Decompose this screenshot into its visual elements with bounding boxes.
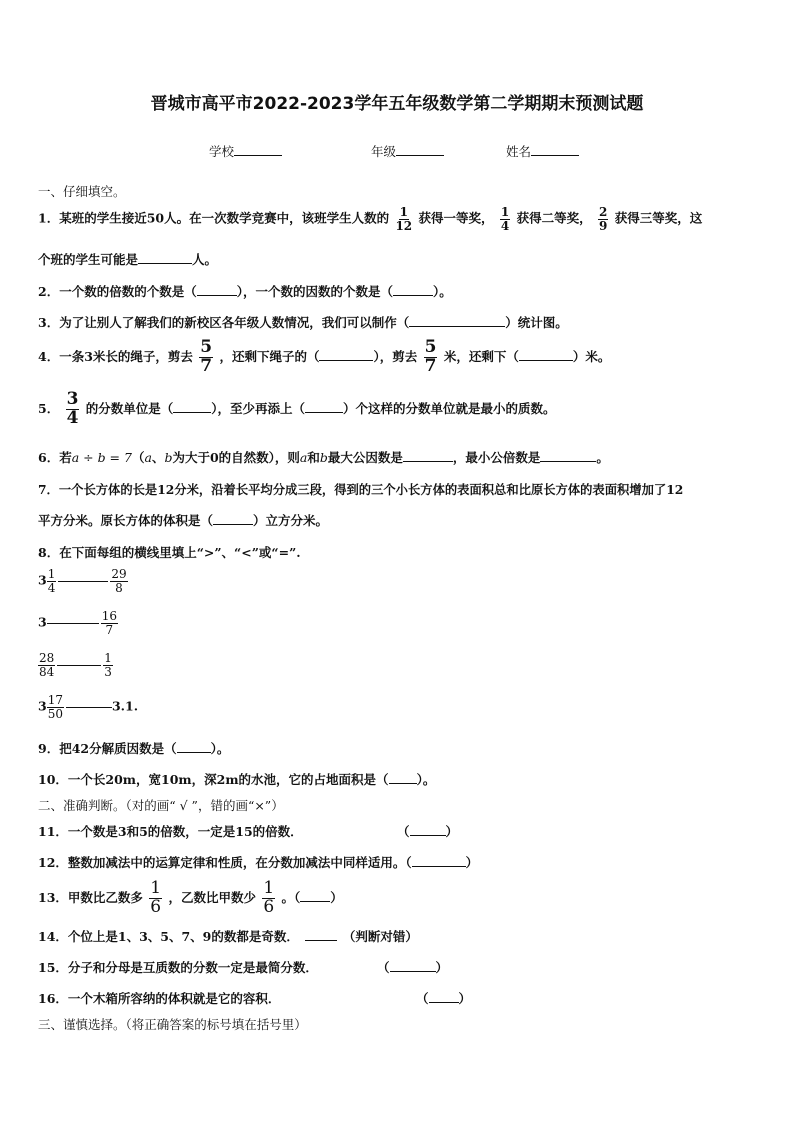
q5-text-b: 的分数单位是（: [85, 400, 174, 416]
q7-text-c: ）立方分米。: [253, 513, 329, 528]
frac-num: 28: [39, 651, 55, 665]
frac-num: 1: [500, 205, 510, 219]
q8-r1-right-frac: [110, 568, 127, 594]
q2-blank-2[interactable]: [393, 283, 433, 296]
frac-den: 4: [47, 580, 56, 595]
frac-den: 12: [395, 218, 413, 233]
q1-text-f: 人。: [192, 252, 218, 267]
frac-num: 3: [66, 389, 79, 409]
question-10: [38, 770, 435, 788]
q1-text-b: 获得一等奖，: [418, 210, 494, 226]
question-16: [38, 989, 280, 1007]
frac-num: 2: [598, 205, 608, 219]
frac-num: 17: [47, 693, 63, 707]
q1-text-a: 1．某班的学生接近50人。在一次数学竞赛中，该班学生人数的: [38, 210, 390, 226]
q8-row-2: [38, 610, 120, 636]
grade-field: [371, 142, 444, 160]
q1-text-d: 获得三等奖，这: [614, 210, 703, 226]
frac-num: 1: [47, 567, 56, 581]
paren-open: （: [397, 824, 410, 839]
question-7-line-2: [38, 511, 328, 529]
school-field: [209, 142, 282, 160]
q8-r4-whole: 3: [38, 698, 47, 714]
q6-text-d: 为大于0的自然数），则: [172, 450, 300, 465]
q6-blank-gcd[interactable]: [403, 449, 453, 462]
q6-var-a-2: a: [299, 450, 308, 465]
q5-text-a: 5．: [38, 400, 60, 416]
name-field: [506, 142, 579, 160]
frac-num: 1: [150, 878, 162, 898]
grade-blank[interactable]: [396, 143, 444, 156]
q6-text-g: ，最小公倍数是: [452, 450, 541, 465]
question-2: [38, 282, 452, 300]
q15-answer: [377, 958, 448, 976]
q8-r3-blank[interactable]: [57, 665, 101, 666]
q2-text-a: 2．一个数的倍数的个数是（: [38, 284, 197, 299]
q8-r2-left: 3: [38, 614, 47, 630]
question-12: [38, 853, 478, 871]
q10-blank[interactable]: [389, 771, 417, 784]
q13-text-d: ）: [330, 889, 343, 905]
section-2-heading: 二、准确判断。（对的画“ √ ”，错的画“×”）: [38, 798, 284, 813]
question-11: [38, 822, 303, 840]
question-4: [38, 339, 610, 376]
paren-close: ）: [445, 824, 459, 839]
frac-den: 9: [598, 218, 608, 233]
q6-text-h: 。: [596, 450, 609, 465]
question-7-line-1: 7．一个长方体的长是12分米，沿着长平均分成三段，得到的三个小长方体的表面积总和比原长方体的表面积增加了12: [38, 482, 684, 497]
q5-blank-1[interactable]: [173, 400, 211, 413]
frac-num: 1: [104, 651, 112, 665]
q6-var-a: a: [144, 450, 152, 465]
q13-fraction-2: [262, 880, 275, 917]
q6-text-f: 最大公因数是: [327, 450, 403, 465]
q8-r2-right-frac: [101, 610, 118, 636]
q8-r1-left-frac: [47, 568, 57, 594]
frac-num: 29: [111, 567, 127, 581]
q12-text-a: 12．整数加减法中的运算定律和性质，在分数加减法中同样适用。（: [38, 855, 412, 870]
q8-r4-left-frac: [47, 694, 64, 720]
q14-blank[interactable]: [305, 928, 337, 941]
q16-text-a: 16．一个木箱所容纳的体积就是它的容积．: [38, 991, 281, 1006]
name-label: 姓名: [506, 144, 532, 159]
q13-blank[interactable]: [300, 889, 330, 902]
question-9: [38, 739, 229, 757]
section-3-heading: 三、谨慎选择。（将正确答案的标号填在括号里）: [38, 1017, 307, 1032]
q2-text-c: ）。: [432, 284, 452, 299]
q8-row-1: [38, 568, 130, 594]
q13-fraction-1: [149, 880, 162, 917]
frac-den: 3: [104, 664, 112, 679]
q8-r2-blank[interactable]: [47, 623, 99, 624]
q10-text-a: 10．一个长20m，宽10m，深2m的水池，它的占地面积是（: [38, 772, 389, 787]
q14-text-a: 14．个位上是1、3、5、7、9的数都是奇数．: [38, 929, 299, 944]
grade-label: 年级: [371, 144, 397, 159]
frac-den: 50: [47, 706, 63, 721]
q3-text-a: 3．为了让别人了解我们的新校区各年级人数情况，我们可以制作（: [38, 315, 410, 330]
q5-text-c: ），至少再添上（: [211, 400, 306, 416]
question-1-line-2: [38, 250, 217, 268]
q2-text-b: ），一个数的因数的个数是（: [236, 284, 393, 299]
q7-blank[interactable]: [213, 512, 253, 525]
q8-r1-blank[interactable]: [58, 581, 108, 582]
frac-num: 5: [200, 337, 213, 357]
frac-den: 8: [115, 580, 123, 595]
q6-var-b: b: [164, 450, 173, 465]
question-5: [38, 391, 556, 428]
fraction-5-7: [199, 339, 213, 376]
frac-num: 16: [101, 609, 117, 623]
q6-text-b: （: [131, 450, 145, 465]
school-label: 学校: [209, 144, 235, 159]
q9-text-b: ）。: [210, 741, 230, 756]
q10-text-b: ）。: [416, 772, 436, 787]
q12-blank[interactable]: [412, 854, 466, 867]
question-8-intro: 8．在下面每组的横线里填上“>”、“<”或“=”.: [38, 545, 301, 560]
q15-blank[interactable]: [390, 959, 436, 972]
frac-num: 1: [263, 878, 275, 898]
q3-blank[interactable]: [409, 314, 505, 327]
page-title: 晋城市高平市2022-2023学年五年级数学第二学期期末预测试题: [150, 94, 644, 114]
paren-close: ）: [458, 991, 472, 1006]
school-blank[interactable]: [234, 143, 282, 156]
name-blank[interactable]: [531, 143, 579, 156]
q12-text-b: ）: [465, 855, 479, 870]
q4-text-c: ），剪去: [373, 348, 418, 364]
q13-text-b: ，乙数比甲数少: [168, 889, 256, 905]
q15-text-a: 15．分子和分母是互质数的分数一定是最简分数．: [38, 960, 318, 975]
q6-var-b-2: b: [319, 450, 328, 465]
q11-answer: [397, 822, 458, 840]
q6-text-a: 6．若: [38, 450, 72, 465]
fraction-2-9: [598, 206, 608, 232]
frac-den: 7: [424, 355, 437, 376]
frac-den: 7: [200, 355, 213, 376]
question-1-line-1: [38, 206, 702, 232]
question-14: [38, 927, 418, 945]
section-1-heading: 一、仔细填空。: [38, 184, 126, 199]
q14-text-b: （判断对错）: [342, 929, 418, 944]
q6-text-e: 和: [307, 450, 320, 465]
q7-text-b: 平方分米。原长方体的体积是（: [38, 513, 214, 528]
q4-text-d: 米，还剩下（: [443, 348, 519, 364]
q8-row-3: [38, 652, 115, 678]
q16-blank[interactable]: [429, 990, 459, 1003]
q4-text-a: 4．一条3米长的绳子，剪去: [38, 348, 193, 364]
question-3: [38, 313, 568, 331]
q8-r3-right-frac: [103, 652, 113, 678]
q1-text-e: 个班的学生可能是: [38, 252, 139, 267]
question-15: [38, 958, 318, 976]
frac-num: 1: [399, 205, 408, 219]
q4-text-e: ）米。: [572, 348, 611, 364]
question-6: [38, 448, 609, 466]
q8-r3-left-frac: [38, 652, 55, 678]
q16-answer: [416, 989, 471, 1007]
q1-text-c: 获得二等奖，: [516, 210, 592, 226]
q4-blank-2[interactable]: [519, 348, 573, 361]
q8-row-4: [38, 694, 138, 720]
q9-text-a: 9．把42分解质因数是（: [38, 741, 177, 756]
q13-text-a: 13．甲数比乙数多: [38, 889, 143, 905]
q2-blank-1[interactable]: [197, 283, 237, 296]
fraction-1-12: [395, 206, 412, 232]
q1-answer-blank[interactable]: [138, 251, 192, 264]
paren-close: ）: [435, 960, 449, 975]
q8-r4-right: 3.1.: [111, 698, 139, 714]
fraction-5-7-meter: [424, 339, 438, 376]
q6-expression: a ÷ b = 7: [71, 450, 132, 465]
q5-text-d: ）个这样的分数单位就是最小的质数。: [343, 400, 556, 416]
frac-den: 6: [263, 896, 275, 917]
q4-blank-1[interactable]: [319, 348, 373, 361]
frac-den: 7: [105, 622, 114, 637]
fraction-1-4: [500, 206, 510, 232]
frac-den: 4: [500, 218, 510, 233]
frac-num: 5: [424, 337, 437, 357]
q4-text-b: ，还剩下绳子的（: [219, 348, 320, 364]
frac-den: 6: [150, 896, 162, 917]
q13-text-c: 。（: [281, 889, 301, 905]
q5-blank-2[interactable]: [305, 400, 343, 413]
q9-blank[interactable]: [177, 740, 211, 753]
frac-den: 84: [39, 664, 55, 679]
paren-open: （: [416, 991, 429, 1006]
q8-r4-blank[interactable]: [66, 707, 112, 708]
q6-blank-lcm[interactable]: [540, 449, 596, 462]
q6-text-c: 、: [151, 450, 165, 465]
q11-blank[interactable]: [410, 823, 446, 836]
q11-text-a: 11．一个数是3和5的倍数，一定是15的倍数．: [38, 824, 303, 839]
question-13: [38, 880, 343, 917]
paren-open: （: [377, 960, 390, 975]
fraction-3-4: [66, 391, 80, 428]
q8-r1-whole: 3: [38, 572, 47, 588]
frac-den: 4: [66, 407, 79, 428]
q3-text-b: ）统计图。: [505, 315, 568, 330]
